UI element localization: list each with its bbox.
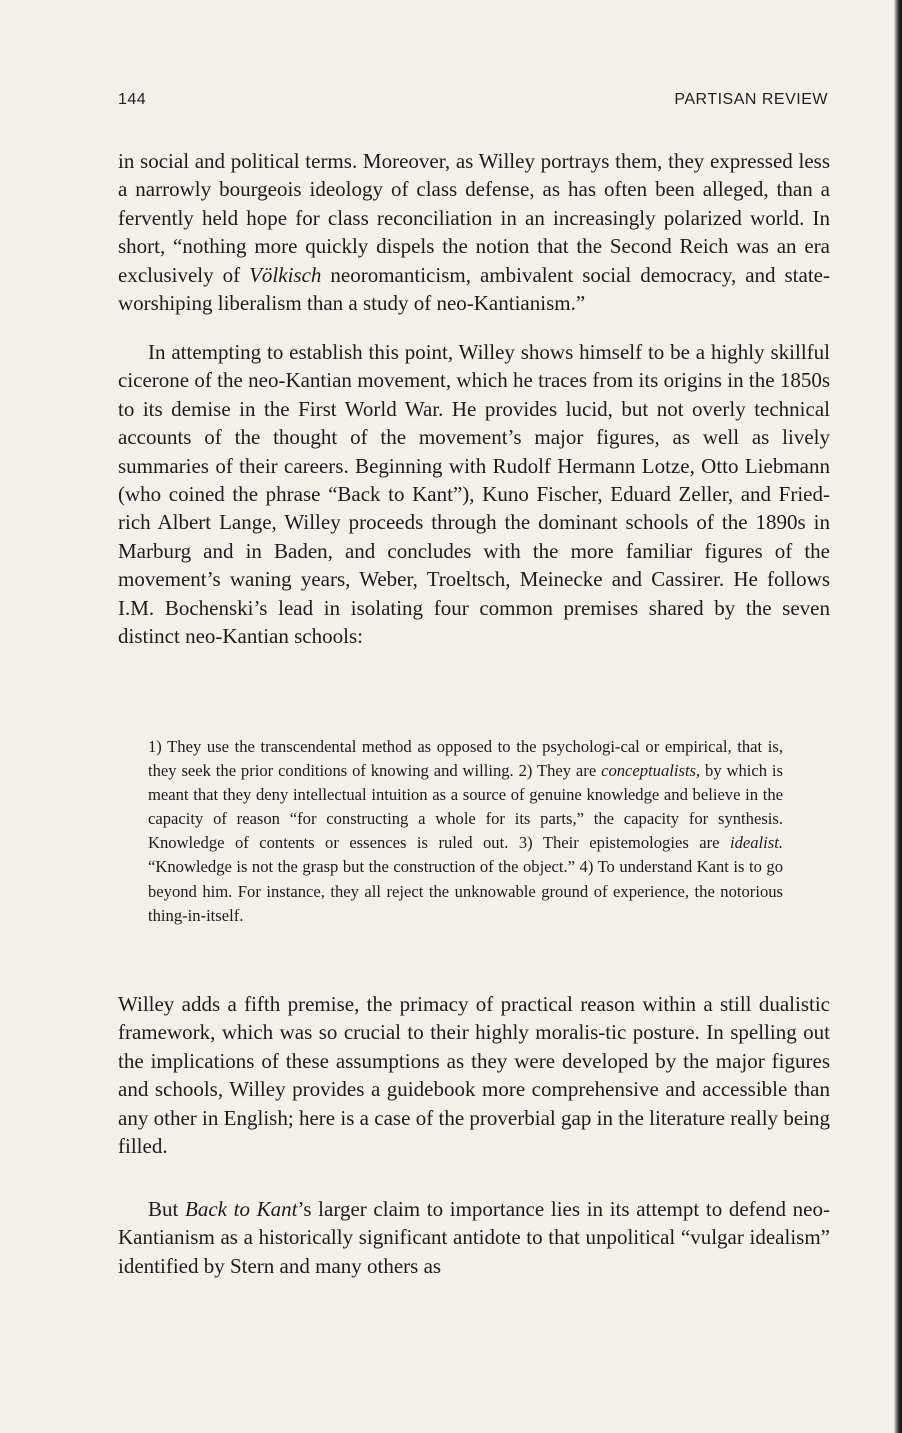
paragraph-4-part-b: ’s larger claim to importance lies in its attempt to defend neo-Kantianism as a historically significant antidote to that unpolitical “vulgar idealism” identified by Stern and many others as — [118, 1197, 830, 1278]
paragraph-1-part-a: in social and political terms. Moreover, as Willey portrays them, they expressed less a narrowly bourgeois ideology of class defense, as has often been alleged, than a fervently held hope for class reconciliation in an increasingly polarized world. In short, “nothing more quickly dispels the notion that the Second Reich was an era exclusively of — [118, 149, 830, 287]
paragraph-4-part-a: But — [148, 1197, 186, 1221]
block-quote-text — [148, 735, 783, 928]
paragraph-4 — [118, 1195, 830, 1280]
paragraph-1-part-b: neoromanticism, ambivalent social democracy, and state-worshiping liberalism than a study of neo-Kantianism.” — [118, 262, 830, 316]
block-quote — [148, 735, 783, 928]
paragraph-2 — [118, 338, 830, 650]
page-edge — [894, 0, 902, 1433]
block-quote-part-c: “Knowledge is not the grasp but the construction of the object.” 4) To understand Kant is to go beyond him. For instance, they all reject the unknowable ground of experience, the notorious thing-in-itself. — [148, 857, 783, 925]
block-quote-italic-1: conceptualists, — [601, 761, 701, 781]
page-header — [118, 91, 828, 115]
paragraph-3-text: Willey adds a fifth premise, the primacy of practical reason within a still dualistic framework, which was so crucial to their highly moralis-tic posture. In spelling out the implications of these assumptions as they were developed by the major figures and schools, Willey provides a guidebook more comprehensive and accessible than any other in English; here is a case of the proverbial gap in the literature really being filled. — [118, 992, 830, 1159]
running-head: PARTISAN REVIEW — [674, 91, 828, 108]
block-quote-part-a: 1) They use the transcendental method as opposed to the psychologi-cal or empirical, that is, they seek the prior conditions of knowing and willing. 2) They are — [148, 737, 783, 781]
paragraph-4-italic: Back to Kant — [185, 1197, 298, 1221]
paragraph-1 — [118, 147, 830, 317]
paragraph-2-text: In attempting to establish this point, Willey shows himself to be a highly skillful cicerone of the neo-Kantian movement, which he traces from its origins in the 1850s to its demise in the First World War. He provides lucid, but not overly technical accounts of the thought of the movement’s major figures, as well as lively summaries of their careers. Beginning with Rudolf Hermann Lotze, Otto Liebmann (who coined the phrase “Back to Kant”), Kuno Fischer, Eduard Zeller, and Fried-rich Albert Lange, Willey proceeds through the dominant schools of the 1890s in Marburg and in Baden, and concludes with the more familiar figures of the movement’s waning years, Weber, Troeltsch, Meinecke and Cassirer. He follows I.M. Bochenski’s lead in isolating four common premises shared by the seven distinct neo-Kantian schools: — [118, 340, 830, 649]
block-quote-italic-2: idealist. — [729, 833, 783, 853]
block-quote-part-b: by which is meant that they deny intellectual intuition as a source of genuine knowledge and believe in the capacity of reason “for constructing a whole for its parts,” the capacity for synthesis. Knowledge of contents or essences is ruled out. 3) Their epistemologies are — [148, 761, 783, 853]
paragraph-1-italic: Völkisch — [249, 262, 322, 287]
paragraph-3 — [118, 990, 830, 1160]
paragraph-4-text — [118, 1195, 830, 1280]
page-number: 144 — [118, 91, 147, 108]
paragraph-1-text — [118, 147, 830, 317]
